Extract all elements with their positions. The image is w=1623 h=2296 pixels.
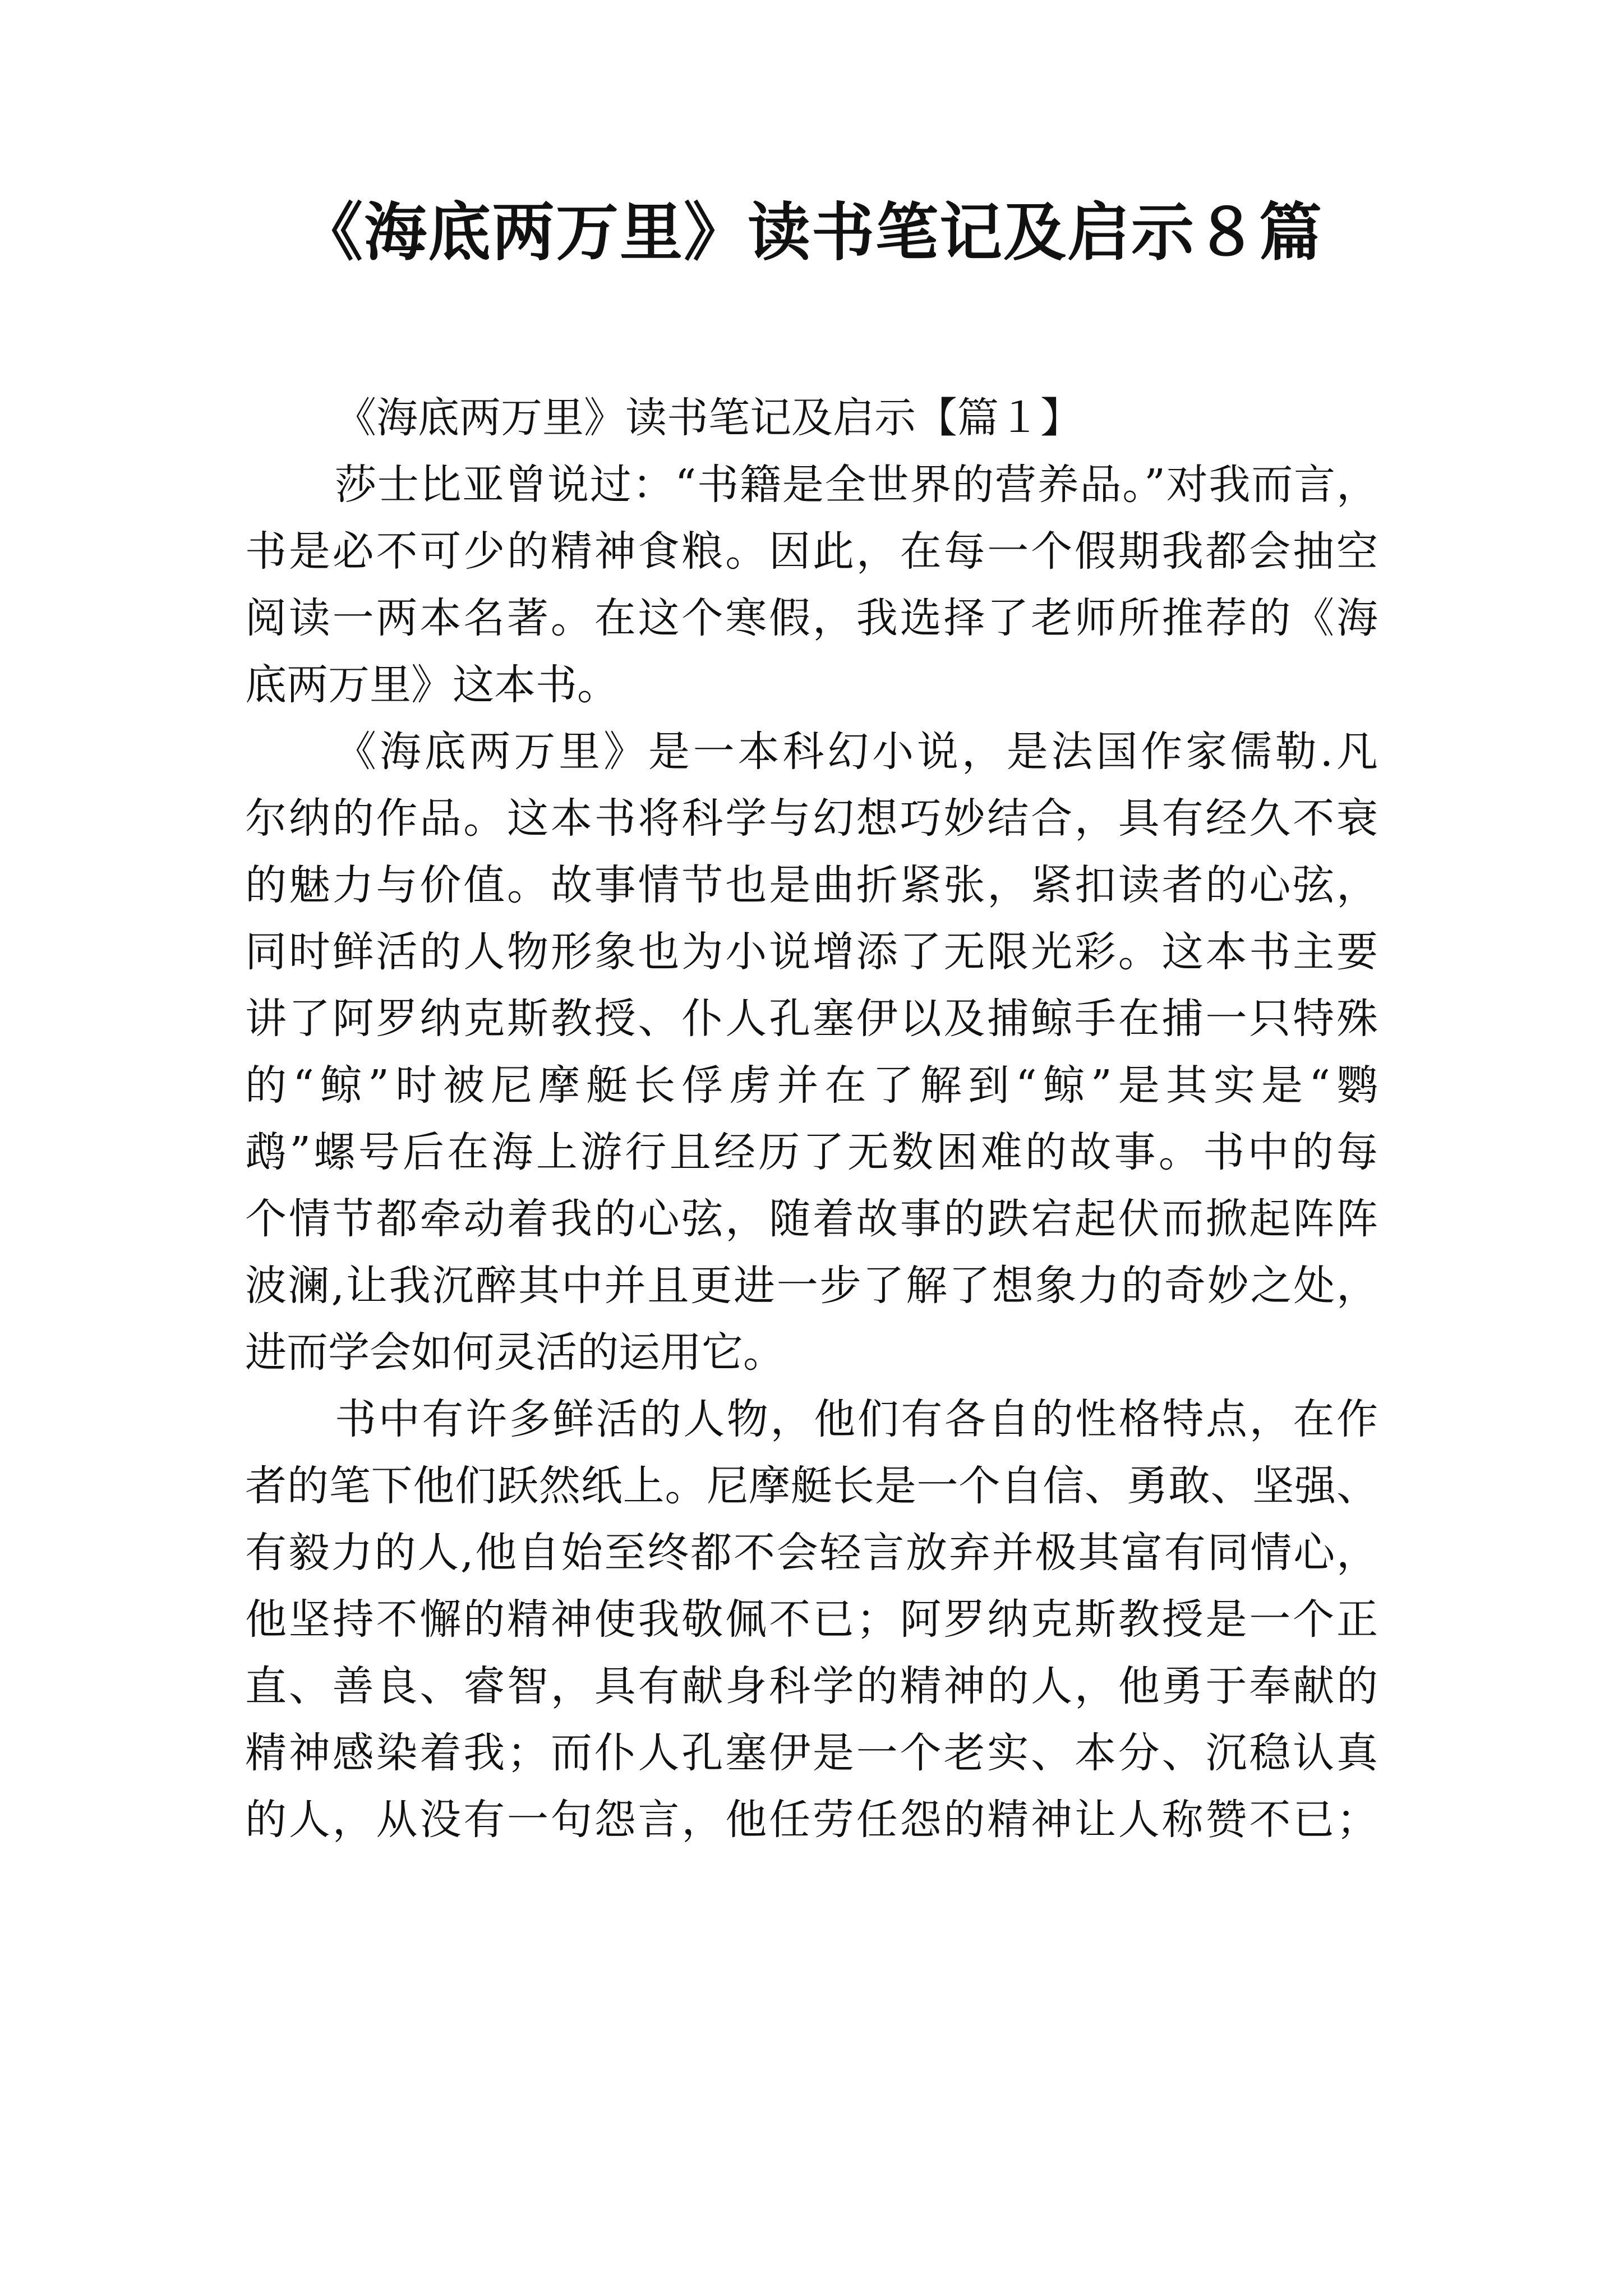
paragraph-line: 底两万里》这本书。 <box>245 661 619 709</box>
paragraph-line: 《海底两万里》是一本科幻小说，是法国作家儒勒.凡 <box>335 728 1378 776</box>
paragraph-line: 鹉”螺号后在海上游行且经历了无数困难的故事。书中的每 <box>245 1128 1378 1176</box>
paragraph-line: 个情节都牵动着我的心弦，随着故事的跌宕起伏而掀起阵阵 <box>245 1195 1378 1243</box>
paragraph-line: 精神感染着我；而仆人孔塞伊是一个老实、本分、沉稳认真 <box>245 1729 1378 1777</box>
paragraph-line: 有毅力的人,他自始至终都不会轻言放弃并极其富有同情心， <box>245 1529 1378 1577</box>
paragraph-line: 进而学会如何灵活的运用它。 <box>245 1328 785 1377</box>
paragraph-line: 讲了阿罗纳克斯教授、仆人孔塞伊以及捕鲸手在捕一只特殊 <box>245 995 1378 1043</box>
paragraph-line: 直、善良、睿智，具有献身科学的精神的人，他勇于奉献的 <box>245 1662 1378 1710</box>
paragraph-line: 莎士比亚曾说过：“书籍是全世界的营养品。”对我而言， <box>335 461 1378 509</box>
paragraph-2 <box>245 719 1378 1386</box>
paragraph-line: 波澜,让我沉醉其中并且更进一步了解了想象力的奇妙之处， <box>245 1262 1378 1310</box>
paragraph-line: 他坚持不懈的精神使我敬佩不已；阿罗纳克斯教授是一个正 <box>245 1595 1378 1644</box>
paragraph-line: 的人，从没有一句怨言，他任劳任怨的精神让人称赞不已； <box>245 1796 1378 1844</box>
paragraph-line: 书中有许多鲜活的人物，他们有各自的性格特点，在作 <box>335 1395 1378 1443</box>
paragraph-line: 同时鲜活的人物形象也为小说增添了无限光彩。这本书主要 <box>245 928 1378 976</box>
paragraph-3 <box>245 1386 1378 1853</box>
paragraph-1 <box>245 452 1378 719</box>
paragraph-line: 的魅力与价值。故事情节也是曲折紧张，紧扣读者的心弦， <box>245 861 1378 909</box>
paragraph-line: 者的笔下他们跃然纸上。尼摩艇长是一个自信、勇敢、坚强、 <box>245 1462 1378 1510</box>
paragraph-line: 尔纳的作品。这本书将科学与幻想巧妙结合，具有经久不衰 <box>245 794 1378 843</box>
document-body <box>245 385 1378 1853</box>
paragraph-line: 的“鲸”时被尼摩艇长俘虏并在了解到“鲸”是其实是“鹦 <box>245 1061 1378 1110</box>
document-title: 《海底两万里》读书笔记及启示８篇 <box>300 196 1323 269</box>
paragraph-line: 阅读一两本名著。在这个寒假，我选择了老师所推荐的《海 <box>245 594 1378 642</box>
section-heading: 《海底两万里》读书笔记及启示【篇１】 <box>335 394 1082 442</box>
paragraph-line: 书是必不可少的精神食粮。因此，在每一个假期我都会抽空 <box>245 527 1378 576</box>
